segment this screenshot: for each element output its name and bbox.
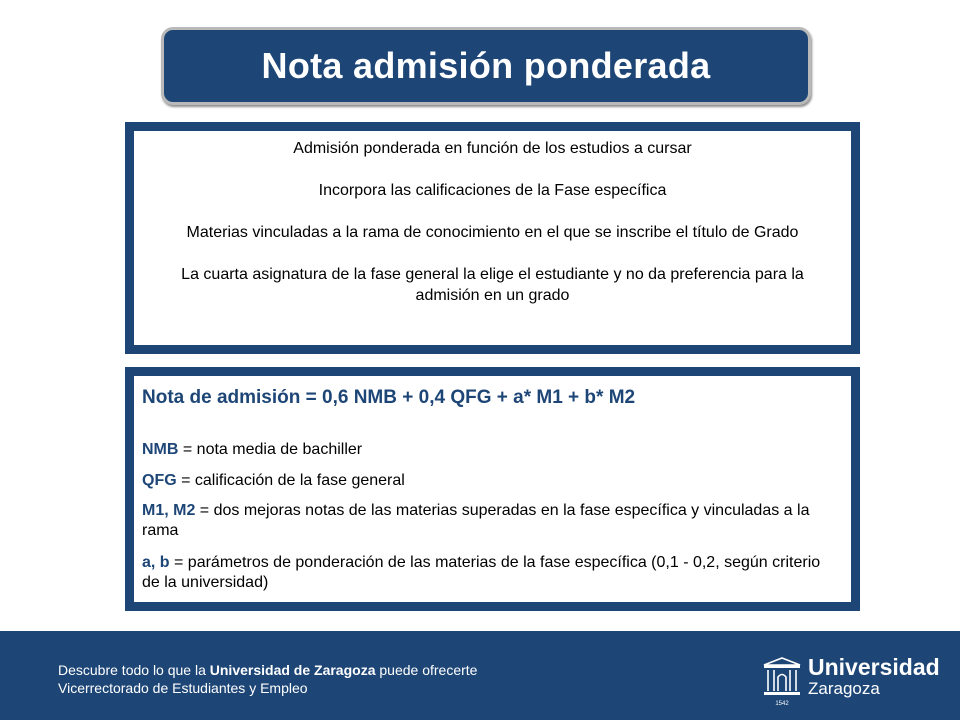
formula-box: [125, 367, 860, 611]
footer-line-1-post: puede ofrecerte: [375, 662, 478, 678]
intro-line-1: Admisión ponderada en función de los estudios a cursar: [293, 140, 692, 157]
university-name: Universidad de Zaragoza: [209, 662, 376, 678]
university-building-icon: [762, 655, 802, 707]
intro-box: [125, 122, 860, 354]
footer-line-1: [58, 661, 477, 679]
formula-text: Nota de admisión = 0,6 NMB + 0,4 QFG + a* M1 + b* M2: [142, 387, 636, 408]
definition-desc: = dos mejoras notas de las materias superadas en la fase específica y vinculadas a la rama: [142, 502, 810, 539]
title-banner: [161, 27, 811, 105]
definition-term: QFG: [142, 472, 177, 489]
intro-line-2: Incorpora las calificaciones de la Fase específica: [318, 182, 667, 199]
page-title: Nota admisión ponderada: [261, 45, 711, 86]
definition-qfg: [142, 471, 832, 491]
definition-a-b: [142, 553, 832, 593]
definition-term: a, b: [142, 554, 170, 571]
definition-term: M1, M2: [142, 502, 196, 519]
university-logo: [762, 654, 940, 707]
logo-subword: Zaragoza: [808, 679, 880, 698]
definition-m1-m2: [142, 501, 832, 541]
definition-desc: = calificación de la fase general: [176, 472, 405, 489]
footer-line-2: Vicerrectorado de Estudiantes y Empleo: [58, 680, 308, 696]
definition-desc: = nota media de bachiller: [178, 441, 363, 458]
footer-line-1-pre: Descubre todo lo que la: [58, 662, 210, 678]
definition-nmb: [142, 440, 832, 460]
definition-term: NMB: [142, 441, 179, 458]
definition-desc: = parámetros de ponderación de las materias de la fase específica (0,1 - 0,2, según criterio de la universidad): [142, 554, 821, 591]
intro-line-3: Materias vinculadas a la rama de conocimiento en el que se inscribe el título de Grado: [186, 224, 799, 241]
footer-bar: [0, 631, 960, 720]
logo-word: Universidad: [808, 654, 940, 680]
intro-line-4: La cuarta asignatura de la fase general la elige el estudiante y no da preferencia para la admisión en un grado: [181, 266, 804, 304]
logo-year: 1542: [775, 701, 789, 707]
footer-text: [58, 661, 477, 697]
